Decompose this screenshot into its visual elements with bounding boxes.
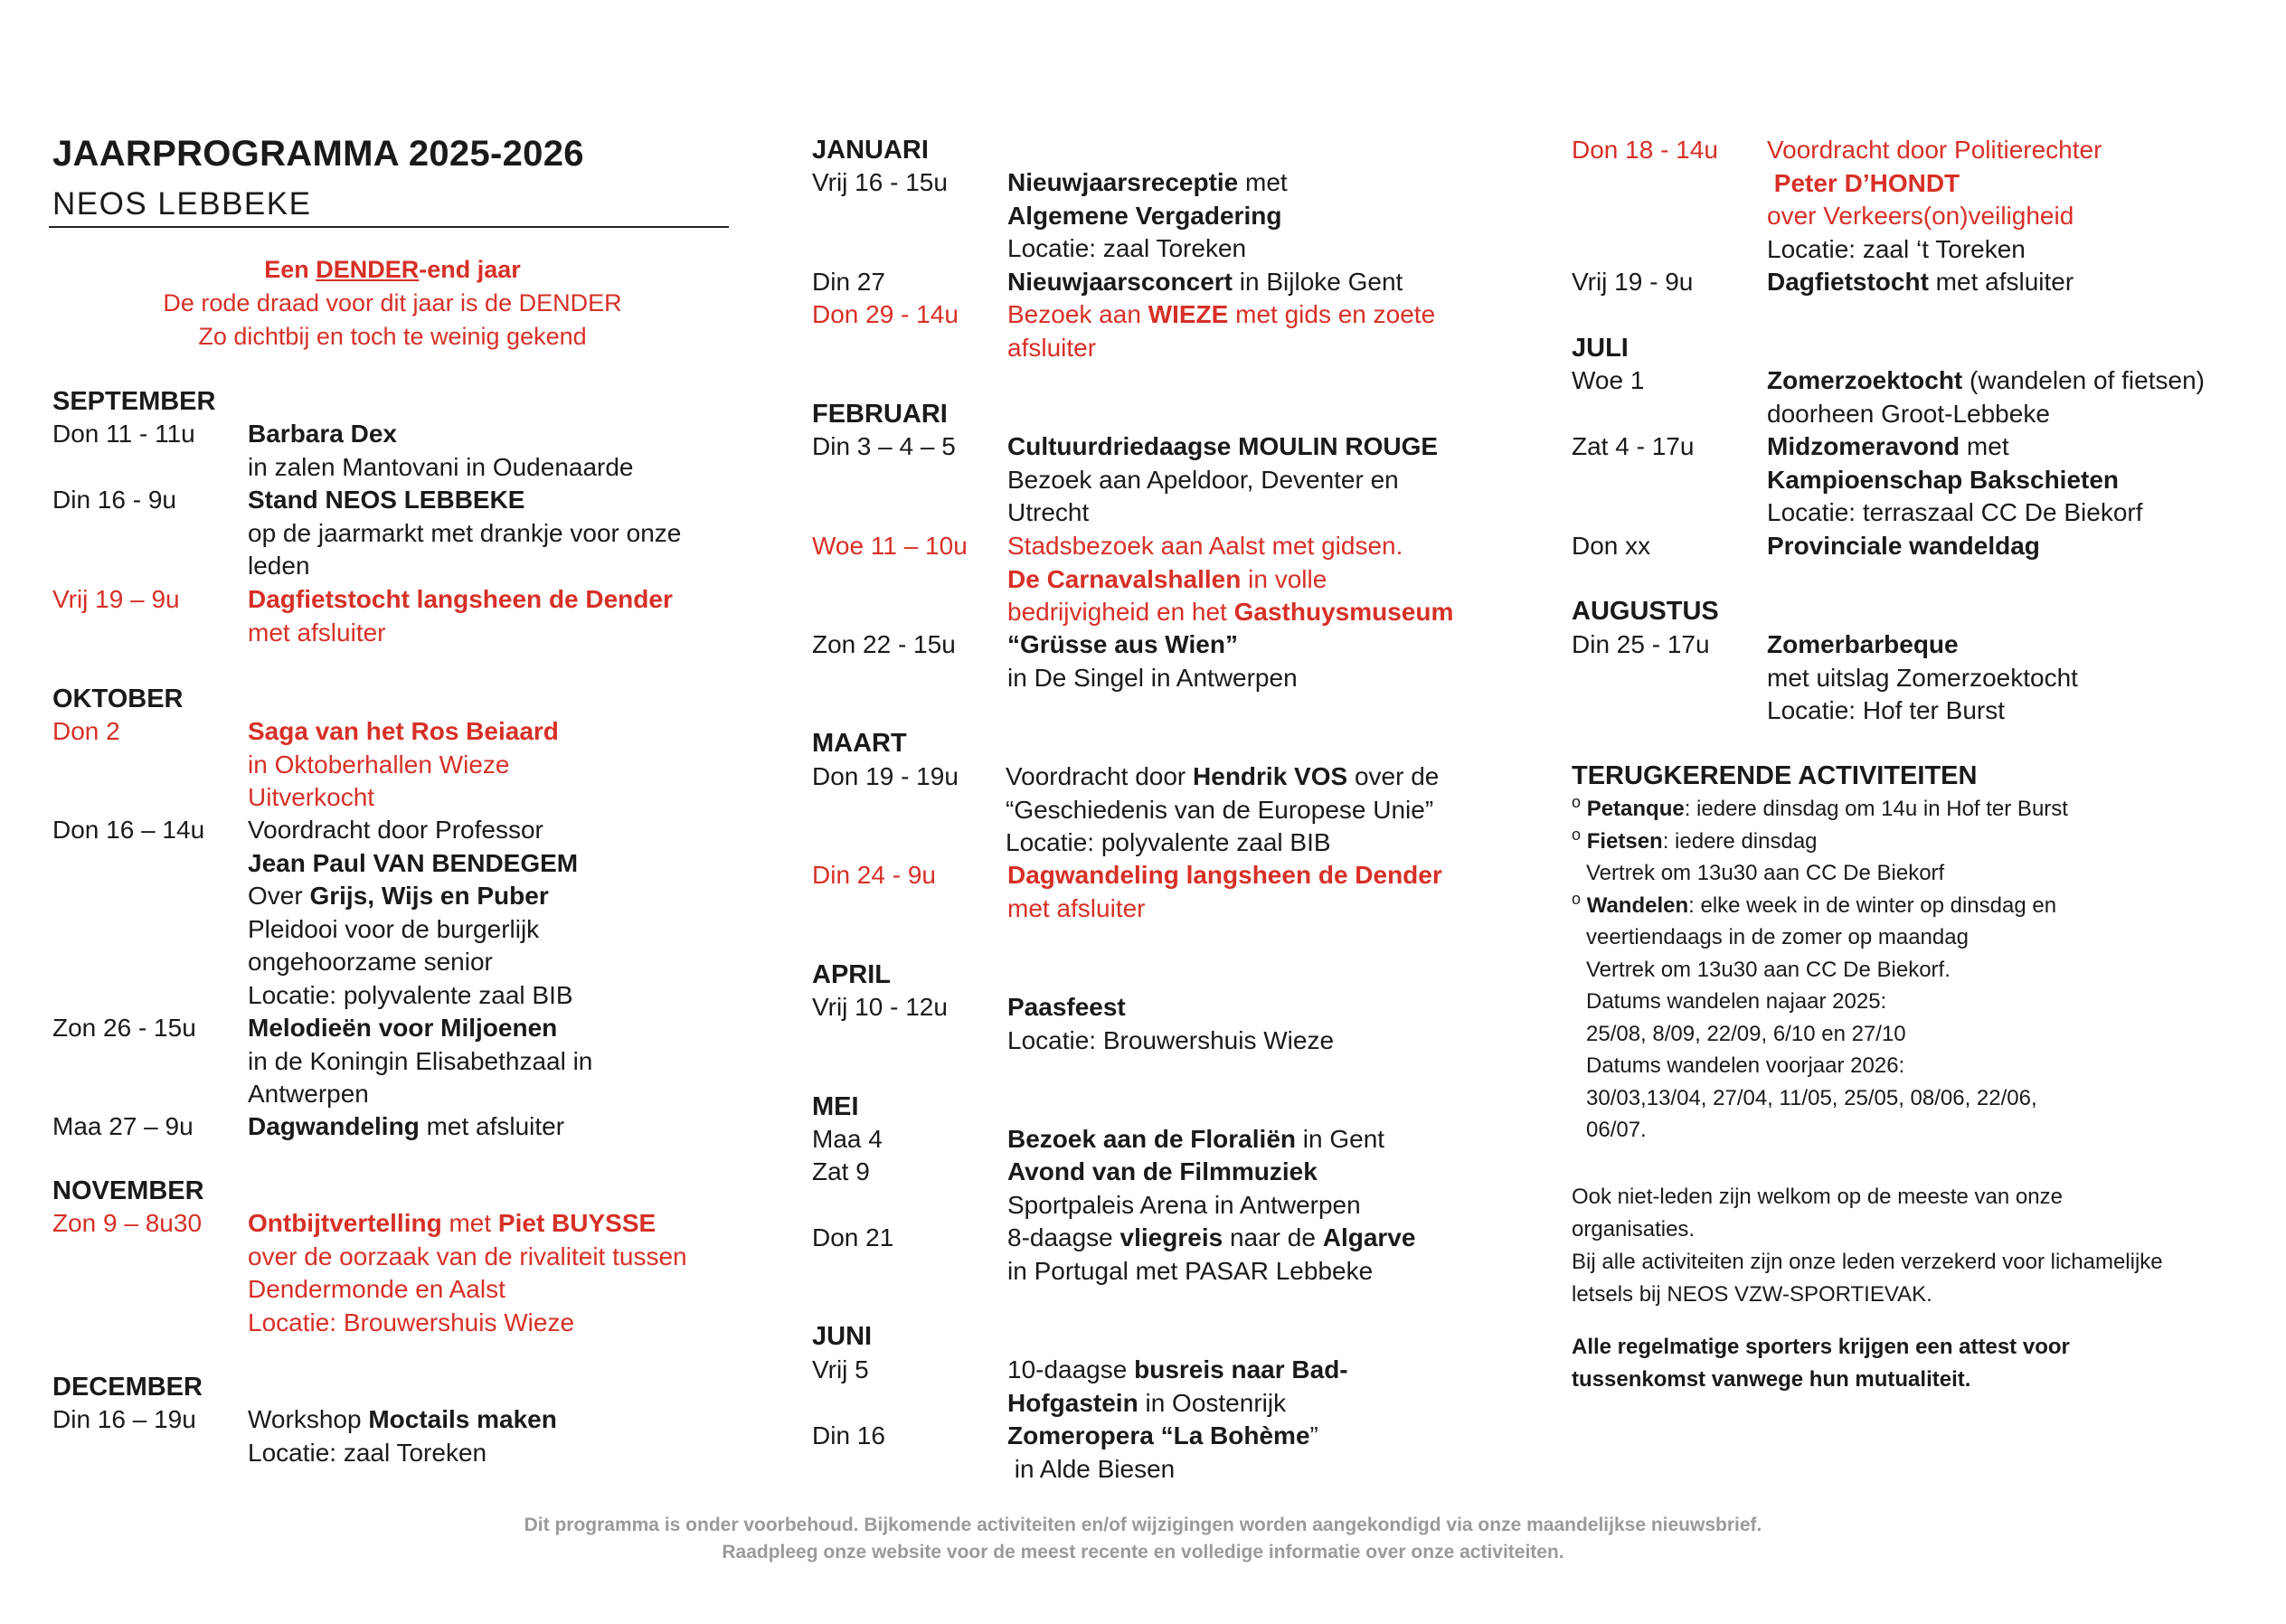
event-location: Locatie: zaal ‘t Toreken bbox=[1767, 234, 2026, 263]
event-status: Uitverkocht bbox=[248, 783, 375, 811]
event-details bbox=[248, 583, 754, 649]
event-speaker: Peter D’HONDT bbox=[1767, 168, 1960, 197]
event-details bbox=[1767, 266, 2273, 299]
event-date: Don 18 - 14u bbox=[1572, 136, 1718, 164]
mutuality-note bbox=[1572, 1331, 2259, 1396]
event-title: Voordracht door Politierechter bbox=[1767, 136, 2102, 164]
event-line: in Alde Biesen bbox=[1007, 1454, 1176, 1483]
event-title-prefix: 8-daagse bbox=[1007, 1223, 1120, 1251]
event-date: Din 3 – 4 – 5 bbox=[812, 432, 956, 460]
page-subtitle: NEOS LEBBEKE bbox=[52, 186, 312, 222]
event-title: Stadsbezoek aan Aalst met gidsen. bbox=[1007, 532, 1403, 560]
event-line: afsluiter bbox=[1007, 333, 1097, 362]
event-details bbox=[1007, 266, 1514, 299]
bullet-icon: o bbox=[1572, 793, 1582, 811]
event-date: Maa 4 bbox=[812, 1125, 883, 1153]
recurring-text: : iedere dinsdag bbox=[1662, 828, 1818, 854]
event-title-joiner: met bbox=[441, 1209, 498, 1237]
event-highlight: Gasthuysmuseum bbox=[1233, 598, 1454, 626]
event-location: Locatie: zaal Toreken bbox=[1007, 234, 1247, 262]
event-location: Locatie: Brouwershuis Wieze bbox=[248, 1308, 575, 1336]
event-line: met uitslag Zomerzoektocht bbox=[1767, 663, 2078, 692]
month-heading-november: NOVEMBER bbox=[52, 1176, 204, 1205]
month-heading-januari: JANUARI bbox=[812, 136, 929, 165]
event-details bbox=[1767, 530, 2273, 563]
recurring-item-fietsen bbox=[1572, 826, 2259, 858]
event-highlight: De Carnavalshallen bbox=[1007, 564, 1242, 593]
event-title: Zomeropera “La Bohème bbox=[1007, 1421, 1310, 1449]
event-date: Don 19 - 19u bbox=[812, 762, 959, 790]
event-title-suffix: in Bijloke Gent bbox=[1233, 268, 1403, 296]
recurring-dates: 30/03,13/04, 27/04, 11/05, 25/05, 08/06, 22/06, bbox=[1586, 1085, 2037, 1110]
event-title: Cultuurdriedaagse MOULIN ROUGE bbox=[1007, 432, 1439, 460]
year-theme bbox=[52, 253, 732, 354]
event-title-prefix: Workshop bbox=[248, 1405, 369, 1433]
theme-headline-pre: Een bbox=[264, 256, 316, 283]
event-title-prefix: Voordracht door bbox=[1006, 762, 1194, 790]
event-date: Zon 9 – 8u30 bbox=[52, 1209, 203, 1237]
event-details bbox=[1007, 430, 1514, 530]
event-line-suffix: in volle bbox=[1241, 564, 1327, 593]
event-details bbox=[248, 1403, 754, 1469]
recurring-line: Datums wandelen najaar 2025: bbox=[1586, 989, 1887, 1014]
event-title: Barbara Dex bbox=[248, 420, 397, 448]
event-title-joiner: naar de bbox=[1223, 1223, 1323, 1251]
event-date: Woe 1 bbox=[1572, 366, 1645, 394]
month-heading-februari: FEBRUARI bbox=[812, 400, 948, 429]
event-details bbox=[248, 484, 754, 583]
event-title: Bezoek aan de Floraliën bbox=[1007, 1125, 1296, 1153]
event-line: in Portugal met PASAR Lebbeke bbox=[1007, 1256, 1374, 1285]
recurring-dates: 25/08, 8/09, 22/09, 6/10 en 27/10 bbox=[1586, 1021, 1906, 1046]
event-details bbox=[1007, 166, 1514, 266]
event-line: op de jaarmarkt met drankje voor onze bbox=[248, 518, 682, 547]
event-date: Zon 26 - 15u bbox=[52, 1014, 196, 1042]
recurring-dates: 06/07. bbox=[1586, 1118, 1647, 1142]
event-title: Ontbijtvertelling bbox=[248, 1209, 442, 1237]
event-title: Melodieën voor Miljoenen bbox=[248, 1014, 558, 1042]
event-title: Dagwandeling bbox=[248, 1112, 420, 1140]
recurring-name: Petanque bbox=[1586, 797, 1685, 821]
recurring-text: : elke week in de winter op dinsdag en bbox=[1688, 892, 2057, 918]
event-line: over Verkeers(on)veiligheid bbox=[1767, 202, 2074, 230]
event-details bbox=[1007, 1156, 1514, 1222]
event-line: Dendermonde en Aalst bbox=[248, 1275, 505, 1303]
event-location: Locatie: polyvalente zaal BIB bbox=[248, 980, 573, 1009]
event-title: Dagwandeling langsheen de Dender bbox=[1007, 861, 1442, 889]
recurring-text: : iedere dinsdag om 14u in Hof ter Burst bbox=[1684, 797, 2068, 821]
event-speaker: Jean Paul VAN BENDEGEM bbox=[248, 848, 579, 877]
event-location: Sportpaleis Arena in Antwerpen bbox=[1007, 1190, 1361, 1219]
membership-notes bbox=[1572, 1181, 2259, 1311]
event-line: Antwerpen bbox=[248, 1080, 369, 1108]
event-location: Locatie: zaal Toreken bbox=[248, 1438, 487, 1467]
event-date: Don xx bbox=[1572, 532, 1651, 560]
event-date: Maa 27 – 9u bbox=[52, 1112, 194, 1140]
note-line: tussenkomst vanwege hun mutualiteit. bbox=[1572, 1367, 1971, 1392]
event-line: leden bbox=[248, 552, 310, 580]
event-details bbox=[1007, 628, 1514, 694]
event-destination: Hofgastein bbox=[1007, 1388, 1138, 1417]
event-title: Nieuwjaarsconcert bbox=[1007, 268, 1233, 296]
theme-line-3: Zo dichtbij en toch te weinig gekend bbox=[198, 323, 587, 350]
note-line: organisaties. bbox=[1572, 1217, 1696, 1242]
event-date: Don 21 bbox=[812, 1223, 894, 1251]
month-heading-mei: MEI bbox=[812, 1092, 859, 1121]
event-date: Don 2 bbox=[52, 717, 120, 745]
recurring-line: veertiendaags in de zomer op maandag bbox=[1586, 925, 1969, 949]
event-date: Din 25 - 17u bbox=[1572, 630, 1710, 658]
bullet-icon: o bbox=[1572, 825, 1582, 844]
event-line: in de Koningin Elisabethzaal in bbox=[248, 1046, 593, 1075]
note-line: Alle regelmatige sporters krijgen een attest voor bbox=[1572, 1335, 2070, 1359]
event-date: Zat 9 bbox=[812, 1157, 870, 1185]
event-title-suffix: over de bbox=[1347, 762, 1440, 790]
event-title-suffix: ” bbox=[1309, 1421, 1318, 1449]
event-location: Locatie: polyvalente zaal BIB bbox=[1006, 828, 1331, 856]
event-details bbox=[1767, 628, 2273, 728]
month-heading-juli: JULI bbox=[1572, 334, 1629, 363]
event-title-suffix: met afsluiter bbox=[1928, 268, 2074, 296]
month-heading-december: DECEMBER bbox=[52, 1373, 203, 1402]
footer-disclaimer bbox=[0, 1512, 2286, 1566]
event-date: Din 27 bbox=[812, 268, 885, 296]
event-details bbox=[248, 715, 754, 815]
event-line: Bezoek aan Apeldoor, Deventer en bbox=[1007, 465, 1399, 494]
event-date: Din 24 - 9u bbox=[812, 861, 936, 889]
event-details bbox=[1007, 1222, 1514, 1288]
event-subtitle: Kampioenschap Bakschieten bbox=[1767, 465, 2120, 494]
event-title: “Geschiedenis van de Europese Unie” bbox=[1006, 795, 1434, 824]
event-location: Locatie: Brouwershuis Wieze bbox=[1007, 1025, 1335, 1054]
event-line: ongehoorzame senior bbox=[248, 948, 493, 976]
footer-line-2: Raadpleeg onze website voor de meest recente en volledige informatie over onze activiteiten. bbox=[722, 1542, 1564, 1563]
event-location: Locatie: terraszaal CC De Biekorf bbox=[1767, 498, 2143, 526]
event-details bbox=[1767, 430, 2273, 530]
event-details bbox=[1007, 859, 1514, 925]
event-title: Zomerzoektocht bbox=[1767, 366, 1963, 394]
theme-headline bbox=[52, 253, 732, 287]
event-title: WIEZE bbox=[1148, 300, 1229, 328]
event-date: Vrij 16 - 15u bbox=[812, 168, 948, 196]
event-details bbox=[1007, 298, 1514, 364]
event-speaker: Hendrik VOS bbox=[1193, 762, 1348, 790]
event-title-suffix: in Gent bbox=[1296, 1125, 1385, 1153]
event-date: Vrij 5 bbox=[812, 1355, 869, 1383]
event-title: Moctails maken bbox=[368, 1405, 557, 1433]
note-line: Ook niet-leden zijn welkom op de meeste van onze bbox=[1572, 1185, 2063, 1209]
recurring-name: Fietsen bbox=[1586, 828, 1663, 854]
event-title: busreis naar Bad- bbox=[1134, 1355, 1348, 1383]
event-details bbox=[1007, 1354, 1514, 1420]
event-details bbox=[1007, 1123, 1514, 1157]
event-title: Dagfietstocht langsheen de Dender bbox=[248, 585, 673, 613]
event-line-prefix: Over bbox=[248, 882, 310, 910]
title-divider bbox=[49, 226, 729, 228]
event-date: Vrij 19 – 9u bbox=[52, 585, 180, 613]
recurring-line: Vertrek om 13u30 aan CC De Biekorf. bbox=[1586, 957, 1951, 982]
event-date: Don 29 - 14u bbox=[812, 300, 959, 328]
recurring-item-wandelen bbox=[1572, 890, 2259, 922]
month-heading-augustus: AUGUSTUS bbox=[1572, 597, 1719, 626]
event-date: Din 16 – 19u bbox=[52, 1405, 196, 1433]
event-date: Woe 11 – 10u bbox=[812, 532, 968, 560]
event-date: Zat 4 - 17u bbox=[1572, 432, 1695, 460]
recurring-line: Datums wandelen voorjaar 2026: bbox=[1586, 1053, 1905, 1078]
month-heading-oktober: OKTOBER bbox=[52, 685, 184, 713]
event-title-suffix: met bbox=[1960, 432, 2009, 460]
event-title: Zomerbarbeque bbox=[1767, 630, 1959, 658]
event-details bbox=[248, 1012, 754, 1111]
event-line: in Oktoberhallen Wieze bbox=[248, 750, 510, 779]
event-details bbox=[248, 418, 754, 484]
event-details bbox=[1767, 364, 2273, 430]
event-date: Zon 22 - 15u bbox=[812, 630, 956, 658]
event-speaker: Piet BUYSSE bbox=[497, 1209, 657, 1237]
event-title: Avond van de Filmmuziek bbox=[1007, 1157, 1318, 1185]
event-title: Midzomeravond bbox=[1767, 432, 1960, 460]
event-details bbox=[1007, 1420, 1514, 1486]
event-line: Pleidooi voor de burgerlijk bbox=[248, 914, 540, 943]
event-title-suffix: (wandelen of fietsen) bbox=[1962, 366, 2205, 394]
event-title: Paasfeest bbox=[1007, 993, 1126, 1021]
event-line-suffix: in Oostenrijk bbox=[1138, 1388, 1287, 1417]
event-title: Dagfietstocht bbox=[1767, 268, 1929, 296]
footer-line-1: Dit programma is onder voorbehoud. Bijkomende activiteiten en/of wijzigingen worden aangekondigd via onze maandelijkse nieuwsbrief. bbox=[524, 1515, 1762, 1535]
note-line: Bij alle activiteiten zijn onze leden verzekerd voor lichamelijke bbox=[1572, 1250, 2163, 1274]
event-title-prefix: 10-daagse bbox=[1007, 1355, 1135, 1383]
event-date: Vrij 19 - 9u bbox=[1572, 268, 1694, 296]
event-title: Grijs, Wijs en Puber bbox=[309, 882, 549, 910]
event-date: Don 11 - 11u bbox=[52, 420, 195, 448]
event-details bbox=[248, 1207, 754, 1339]
recurring-line: Vertrek om 13u30 aan CC De Biekorf bbox=[1586, 861, 1945, 885]
event-date: Don 16 – 14u bbox=[52, 816, 205, 844]
event-date: Din 16 bbox=[812, 1421, 885, 1449]
event-title-suffix: met bbox=[1238, 168, 1288, 196]
note-line: letsels bij NEOS VZW-SPORTIEVAK. bbox=[1572, 1282, 1932, 1307]
event-line: over de oorzaak van de rivaliteit tussen bbox=[248, 1242, 687, 1270]
event-details bbox=[1007, 991, 1514, 1057]
bullet-icon: o bbox=[1572, 889, 1582, 908]
recurring-activities bbox=[1572, 761, 2259, 1147]
event-line: in De Singel in Antwerpen bbox=[1007, 663, 1298, 692]
event-line: Voordracht door Professor bbox=[248, 816, 543, 844]
event-title: Stand NEOS LEBBEKE bbox=[248, 486, 525, 514]
page-title: JAARPROGRAMMA 2025-2026 bbox=[52, 134, 584, 174]
event-details bbox=[1767, 134, 2273, 266]
theme-line-2: De rode draad voor dit jaar is de DENDER bbox=[163, 289, 622, 316]
event-line: Utrecht bbox=[1007, 498, 1090, 526]
event-details bbox=[248, 1110, 754, 1144]
event-details bbox=[1007, 530, 1514, 629]
event-title: “Grüsse aus Wien” bbox=[1007, 630, 1238, 658]
event-title-suffix: met gids en zoete bbox=[1228, 300, 1436, 328]
event-line: met afsluiter bbox=[1007, 893, 1146, 922]
event-destination: Algarve bbox=[1322, 1223, 1416, 1251]
recurring-item-petanque bbox=[1572, 793, 2259, 826]
theme-headline-highlight: DENDER bbox=[316, 256, 420, 283]
recurring-name: Wandelen bbox=[1586, 892, 1689, 918]
month-heading-maart: MAART bbox=[812, 729, 907, 758]
event-line-prefix: bedrijvigheid en het bbox=[1007, 598, 1234, 626]
event-date: Vrij 10 - 12u bbox=[812, 993, 948, 1021]
event-line: doorheen Groot-Lebbeke bbox=[1767, 399, 2050, 428]
recurring-heading: TERUGKERENDE ACTIVITEITEN bbox=[1572, 761, 1978, 790]
event-title-prefix: Bezoek aan bbox=[1007, 300, 1148, 328]
event-title: Saga van het Ros Beiaard bbox=[248, 717, 559, 745]
month-heading-september: SEPTEMBER bbox=[52, 387, 216, 416]
event-date: Din 16 - 9u bbox=[52, 486, 176, 514]
event-line: in zalen Mantovani in Oudenaarde bbox=[248, 452, 634, 481]
theme-headline-post: -end jaar bbox=[419, 256, 521, 283]
event-location: Locatie: Hof ter Burst bbox=[1767, 696, 2006, 724]
event-title: Provinciale wandeldag bbox=[1767, 532, 2040, 560]
month-heading-april: APRIL bbox=[812, 960, 891, 989]
event-title-suffix: met afsluiter bbox=[419, 1112, 565, 1140]
event-details bbox=[248, 814, 754, 1012]
event-title: vliegreis bbox=[1119, 1223, 1223, 1251]
event-line: met afsluiter bbox=[248, 618, 386, 647]
event-subtitle: Algemene Vergadering bbox=[1007, 201, 1282, 230]
month-heading-juni: JUNI bbox=[812, 1322, 873, 1351]
event-details bbox=[1006, 760, 1512, 860]
event-title: Nieuwjaarsreceptie bbox=[1007, 168, 1239, 196]
